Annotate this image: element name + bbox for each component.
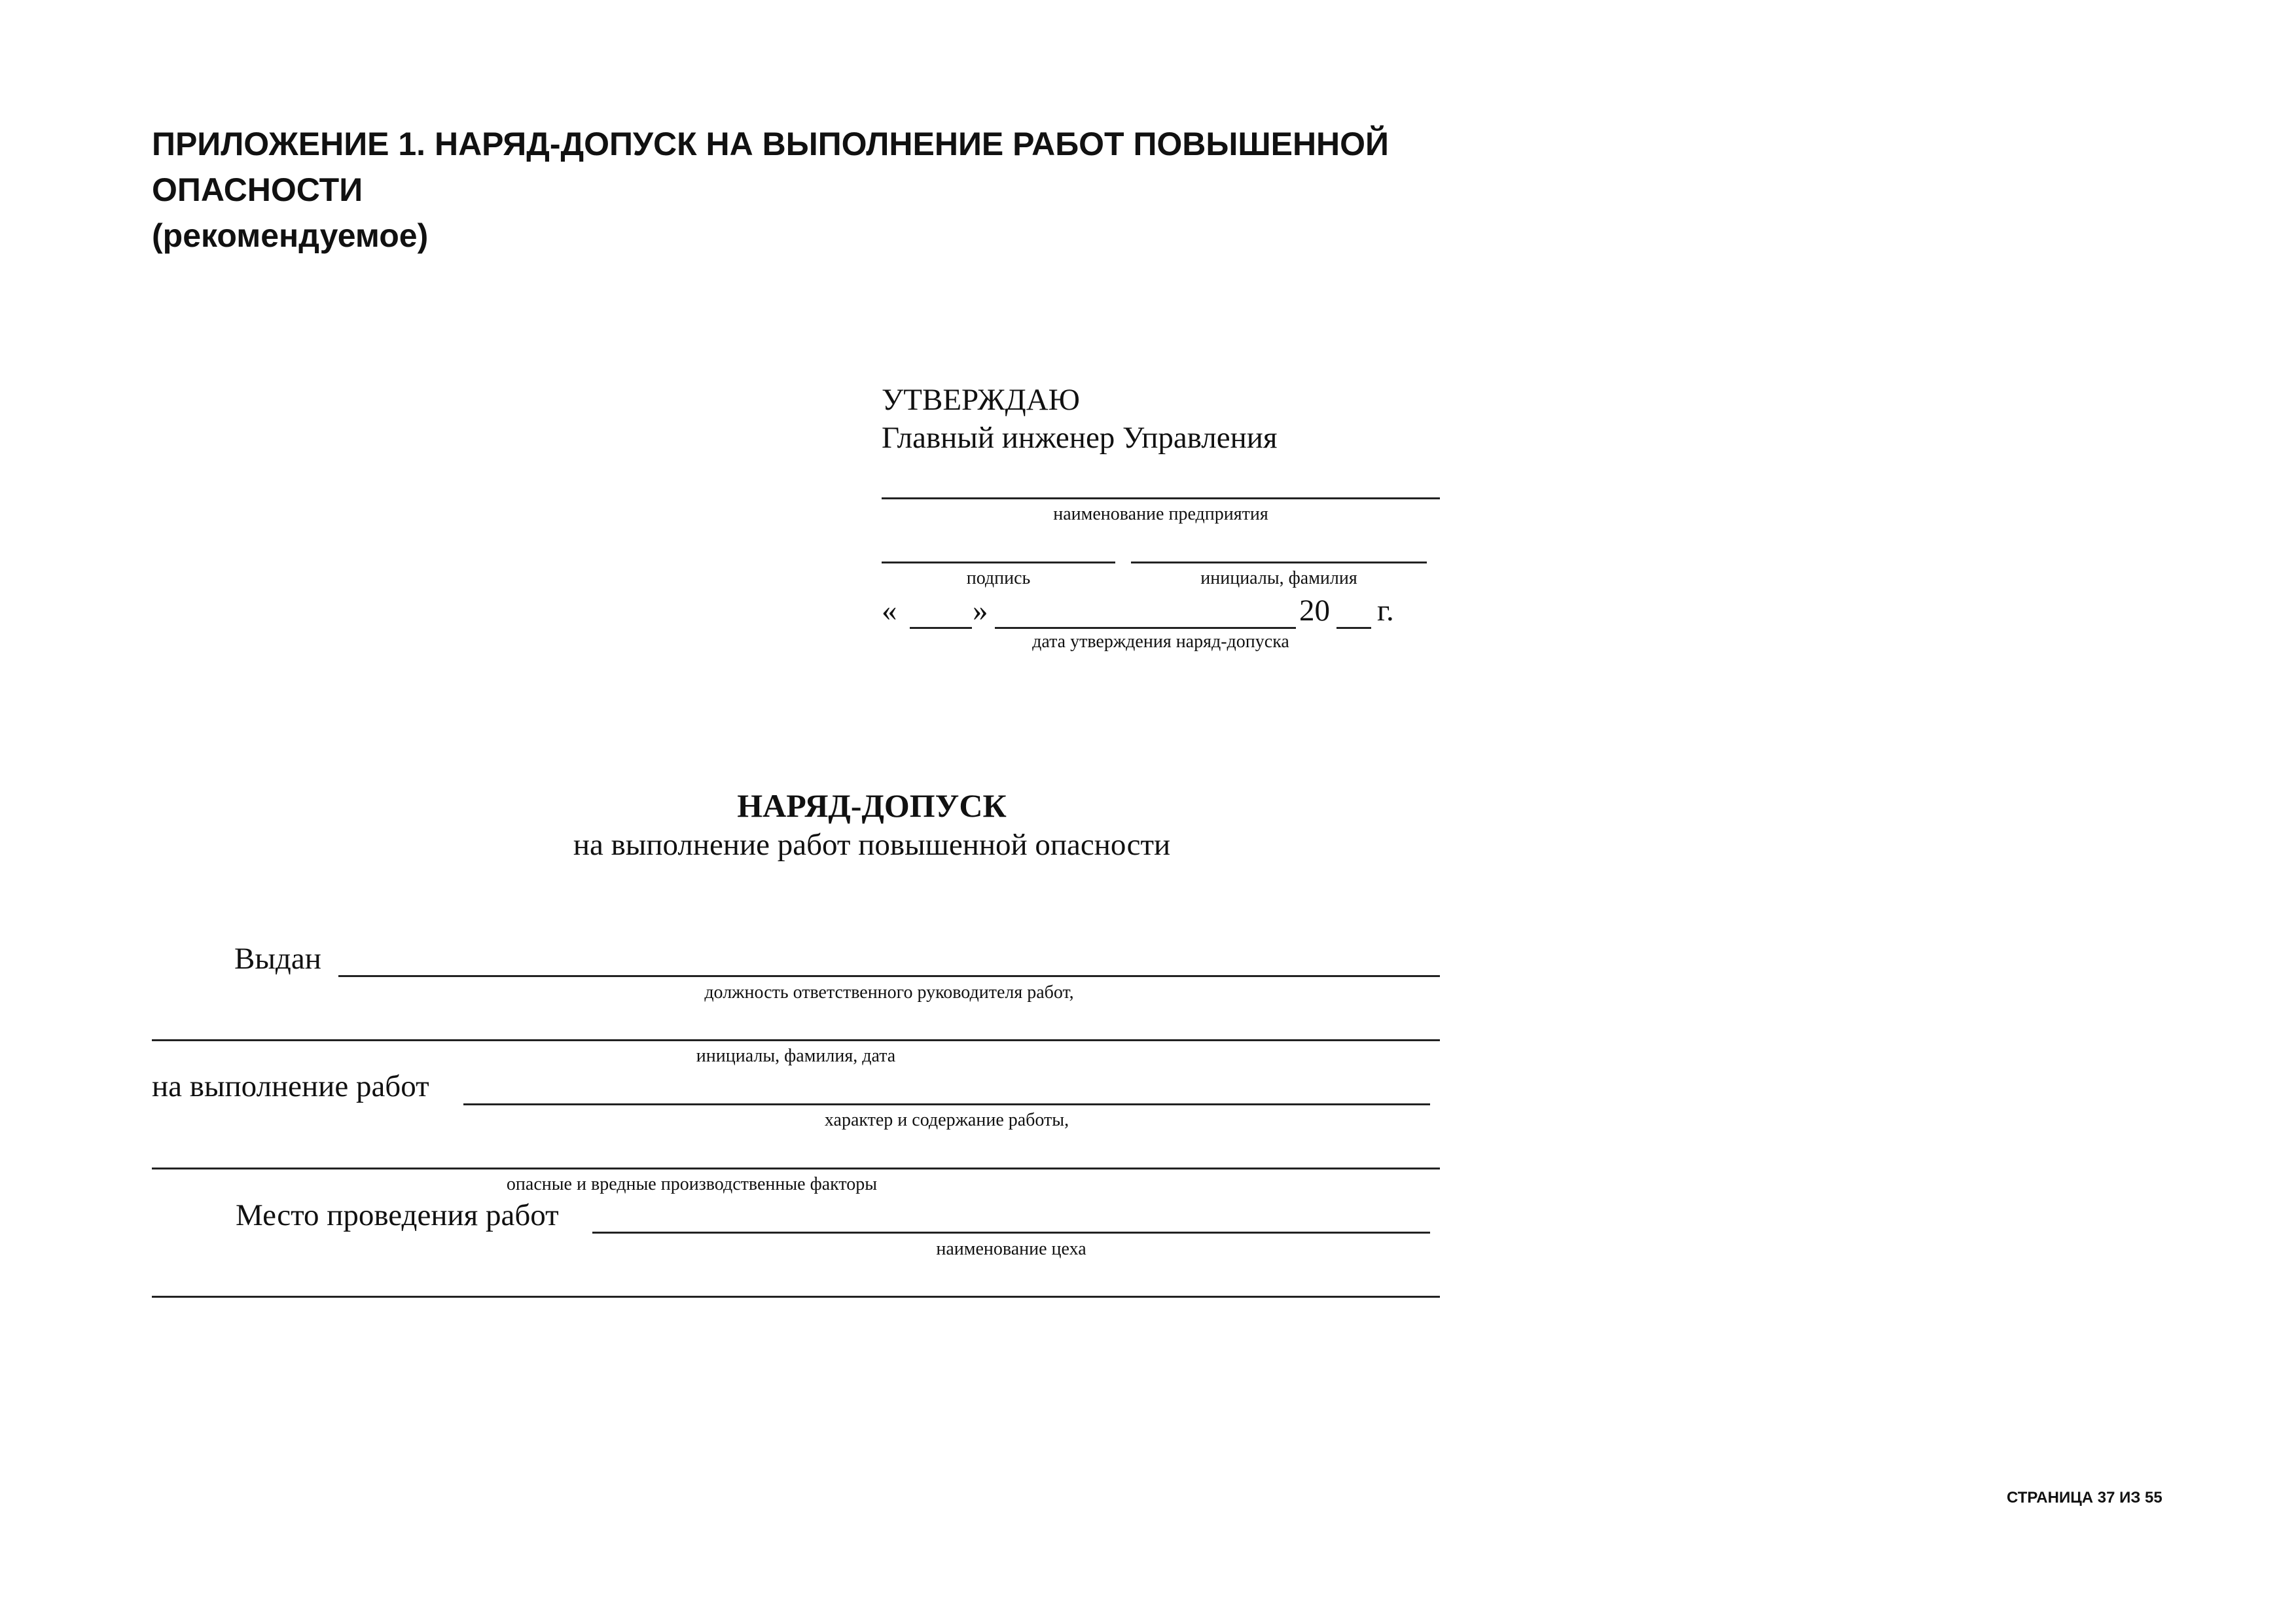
approval-title: УТВЕРЖДАЮ: [882, 383, 1080, 417]
work-field-line[interactable]: [463, 1103, 1430, 1105]
signature-line[interactable]: [882, 562, 1115, 563]
work-caption: характер и содержание работы,: [824, 1110, 1069, 1130]
place-caption: наименование цеха: [936, 1239, 1086, 1259]
date-open-quote: «: [882, 594, 897, 628]
page-number: СТРАНИЦА 37 ИЗ 55: [2007, 1489, 2162, 1507]
place-field-line[interactable]: [592, 1232, 1430, 1234]
date-year-suffix: г.: [1377, 594, 1394, 628]
document-title: НАРЯД-ДОПУСК: [737, 787, 1007, 824]
date-year-line[interactable]: [1336, 627, 1371, 629]
initials-caption: инициалы, фамилия: [1200, 568, 1357, 588]
issued-caption-2: инициалы, фамилия, дата: [696, 1046, 896, 1066]
date-close-quote: »: [973, 594, 988, 628]
appendix-heading-line2: ОПАСНОСТИ: [152, 171, 363, 208]
place-field-line-2[interactable]: [152, 1296, 1440, 1298]
signature-caption: подпись: [966, 568, 1031, 588]
issued-field-line[interactable]: [338, 975, 1440, 977]
place-label: Место проведения работ: [236, 1198, 559, 1232]
date-year-prefix: 20: [1299, 594, 1330, 628]
work-caption-2: опасные и вредные производственные факторы: [506, 1174, 878, 1194]
date-caption: дата утверждения наряд-допуска: [1032, 632, 1289, 652]
issued-caption: должность ответственного руководителя работ,: [704, 982, 1074, 1003]
appendix-heading-line1: ПРИЛОЖЕНИЕ 1. НАРЯД-ДОПУСК НА ВЫПОЛНЕНИЕ РАБОТ ПОВЫШЕННОЙ: [152, 126, 1389, 162]
organization-caption: наименование предприятия: [1053, 504, 1268, 524]
date-month-line[interactable]: [995, 627, 1296, 629]
issued-field-line-2[interactable]: [152, 1039, 1440, 1041]
initials-line[interactable]: [1131, 562, 1427, 563]
issued-label: Выдан: [234, 942, 321, 976]
date-day-line[interactable]: [910, 627, 972, 629]
work-label: на выполнение работ: [152, 1069, 429, 1103]
organization-line[interactable]: [882, 497, 1440, 499]
work-field-line-2[interactable]: [152, 1168, 1440, 1169]
approval-position: Главный инженер Управления: [882, 421, 1278, 455]
document-subtitle: на выполнение работ повышенной опасности: [573, 828, 1171, 862]
appendix-heading-recommended: (рекомендуемое): [152, 217, 429, 254]
